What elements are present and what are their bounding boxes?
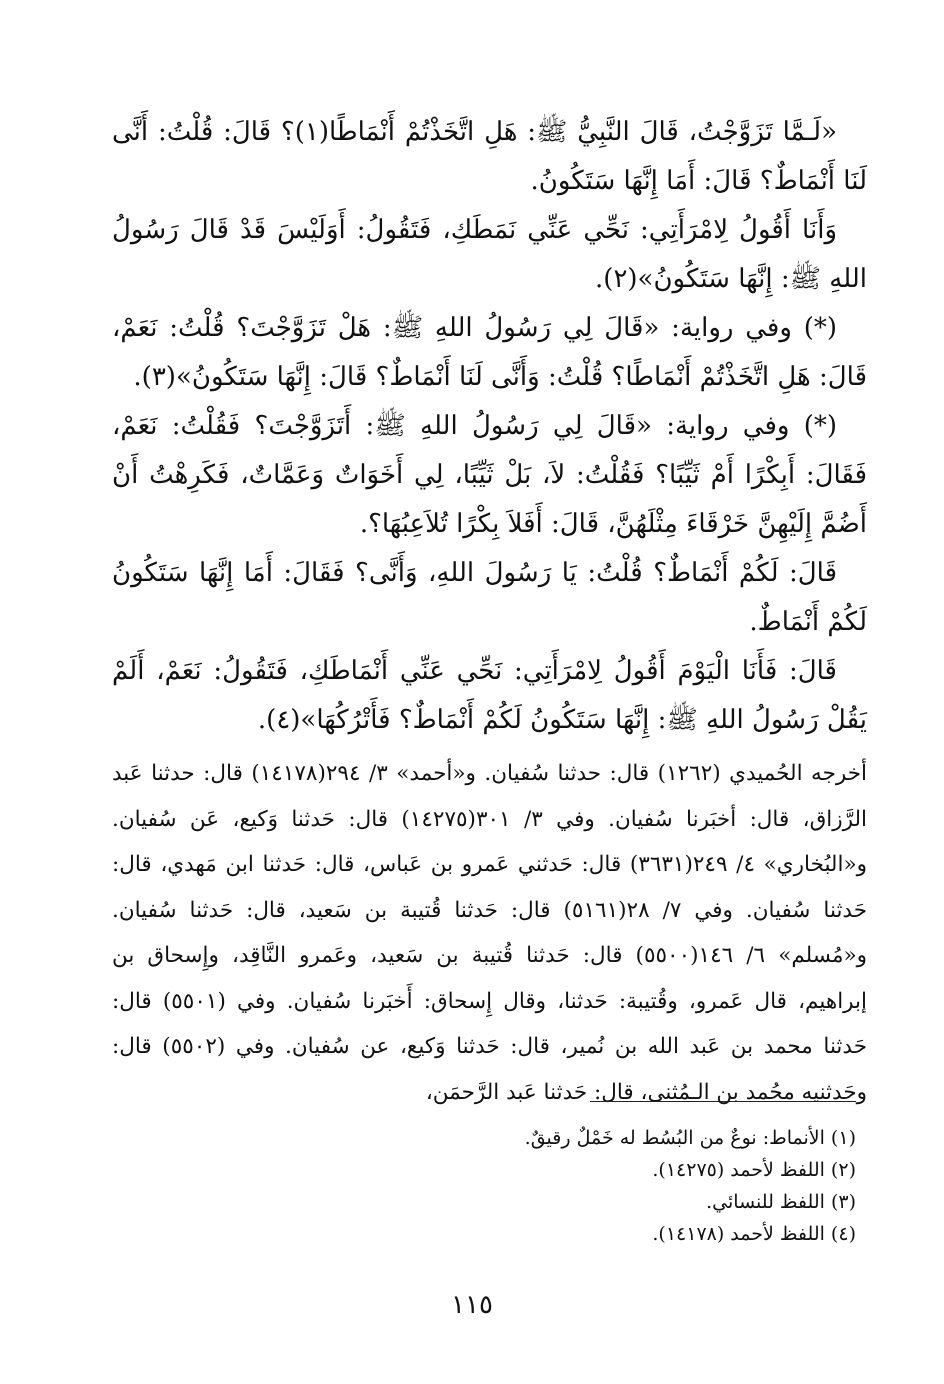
takhrij-paragraph: أخرجه الحُميدي (١٢٦٢) قال: حدثنا سُفيان. و«أحمد» ٣/ ٢٩٤(١٤١٧٨) قال: حدثنا عَبد الرَّزاق، قال: أخبَرنا سُفيان. وفي ٣/ ٣٠١(١٤٢٧٥) قال: حَدثنا وَكيع، عَن سُفيان. و«البُخاري» ٤/ ٢٤٩(٣٦٣١) قال: حَدثني عَمرو بن عَباس، قال: حَدثنا ابن مَهدي، قال: حَدثنا سُفيان. وفي ٧/ ٢٨(٥١٦١) قال: حَدثنا قُتيبة بن سَعيد، قال: حَدثنا سُفيان. و«مُسلم» ٦/ ١٤٦(٥٥٠٠) قال: حَدثنا قُتيبة بن سَعيد، وعَمرو النَّاقِد، وإِسحاق بن إبراهيم، قال عَمرو، وقُتيبة: حَدثنا، وقال إِسحاق: أَخبَرنا سُفيان. وفي (٥٥٠١) قال: حَدثنا محمد بن عَبد الله بن نُمير، قال: حَدثنا وَكيع، عن سُفيان. وفي (٥٥٠٢) قال: وحَدثنيه محُمد بن الـمُثنى، قال: حَدثنا عَبد الرَّحمَن، [112,761,868,1105]
hadith-paragraph-5: قَالَ: لَكُمْ أَنْمَاطٌ؟ قُلْتُ: يَا رَسُولَ اللهِ، وَأَنَّى؟ فَقَالَ: أَمَا إِنَّهَا سَتَكُونُ لَكُمْ أَنْمَاطٌ. [112,558,867,637]
footnote-3: (٣) اللفظ للنسائي. [706,1191,856,1213]
hadith-paragraph-2: وَأَنَا أَقُولُ لِامْرَأَتِي: نَحِّي عَنِّي نَمَطَكِ، فَتَقُولُ: أَوَلَيْسَ قَدْ قَالَ رَسُولُ اللهِ ﷺ: إِنَّهَا سَتَكُونُ»(٢). [112,215,867,294]
footnotes-list [96,1122,856,1250]
riwaya-paragraph-1: (*) وفي رواية: «قَالَ لِي رَسُولُ اللهِ ﷺ: هَلْ تَزَوَّجْتَ؟ قُلْتُ: نَعَمْ، قَالَ: هَلِ اتَّخَذْتُمْ أَنْمَاطًا؟ قُلْتُ: وَأَنَّى لَنَا أَنْمَاطٌ؟ قَالَ: إِنَّهَا سَتَكُونُ»(٣). [112,313,867,392]
hadith-paragraph-6: قَالَ: فَأَنَا الْيَوْمَ أَقُولُ لِامْرَأَتِي: نَحِّي عَنِّي أَنْمَاطَكِ، فَتَقُولُ: نَعَمْ، أَلَمْ يَقُلْ رَسُولُ اللهِ ﷺ: إِنَّهَا سَتَكُونُ لَكُمْ أَنْمَاطٌ؟ فَأَتْرُكُهَا»(٤). [112,656,867,735]
footnote-1: (١) الأنماط: نوعٌ من البُسُط له خَمْلٌ رقيقٌ. [524,1127,856,1149]
footnote-4: (٤) اللفظ لأحمد (١٤١٧٨). [652,1223,856,1245]
hadith-paragraph-1: «لَـمَّا تَزَوَّجْتُ، قَالَ النَّبِيُّ ﷺ: هَلِ اتَّخَذْتُمْ أَنْمَاطًا(١)؟ قَالَ: قُلْتُ: أَنَّى لَنَا أَنْمَاطٌ؟ قَالَ: أَمَا إِنَّهَا سَتَكُونُ. [112,117,867,196]
main-text [112,108,867,1115]
riwaya-paragraph-2: (*) وفي رواية: «قَالَ لِي رَسُولُ اللهِ ﷺ: أَتَزَوَّجْتَ؟ فَقُلْتُ: نَعَمْ، فَقَالَ: أَبِكْرًا أَمْ ثَيِّبًا؟ فَقُلْتُ: لاَ، بَلْ ثَيِّبًا، لِي أَخَوَاتٌ وَعَمَّاتٌ، فَكَرِهْتُ أَنْ أَضُمَّ إِلَيْهِنَّ خَرْقَاءَ مِثْلَهُنَّ، قَالَ: أَفَلاَ بِكْرًا تُلاَعِبُهَا؟. [112,411,867,539]
footnote-separator [590,1101,856,1102]
page-number: ١١٥ [451,1290,493,1320]
footnote-2: (٢) اللفظ لأحمد (١٤٢٧٥). [652,1159,856,1181]
